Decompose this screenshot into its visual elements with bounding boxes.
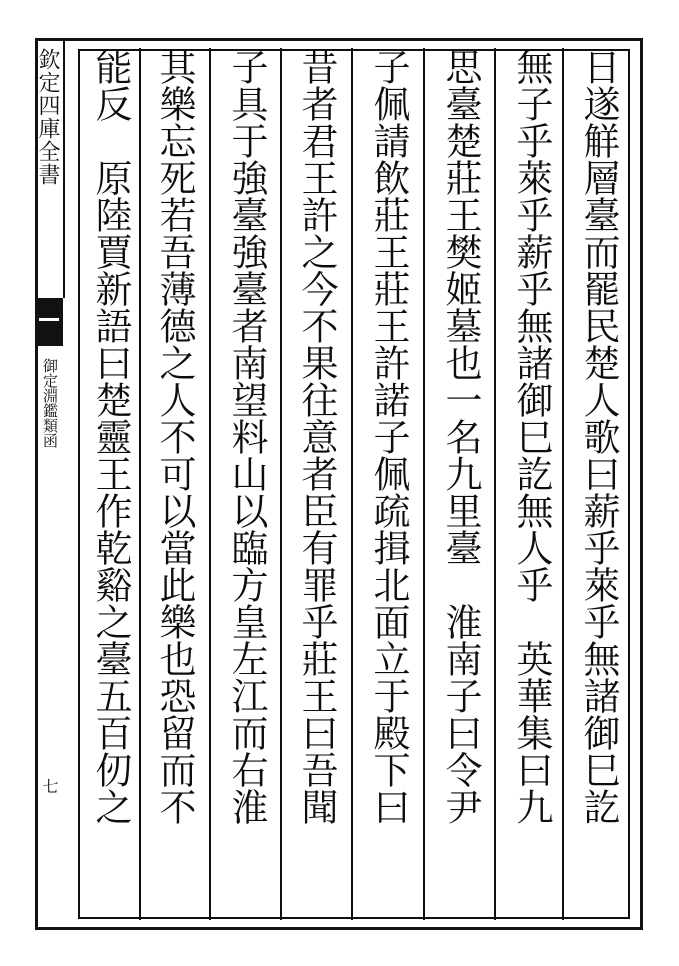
fish-tail-mark: [35, 298, 63, 346]
text-column-3: [432, 48, 484, 920]
column-rule: [280, 48, 282, 920]
column-text: 昔者君王許之今不果往意者臣有罪乎莊王曰吾聞: [295, 48, 338, 825]
page-number: 七: [40, 778, 59, 794]
column-rule: [351, 48, 353, 920]
column-text: 子佩請飲莊王莊王許諾子佩疏揖北面立于殿下曰: [367, 48, 410, 825]
text-column-8: [82, 48, 134, 920]
column-text: 無子乎萊乎薪乎無諸御巳訖無人乎 英華集曰九: [510, 48, 553, 825]
column-rule: [494, 48, 496, 920]
column-text: 思臺楚莊王樊姬墓也一名九里臺 淮南子曰令尹: [439, 48, 482, 825]
text-column-4: [360, 48, 412, 920]
text-column-6: [218, 48, 270, 920]
text-column-7: [146, 48, 198, 920]
column-text: 其樂忘死若吾薄德之人不可以當此樂也恐留而不: [153, 48, 196, 825]
column-rule: [139, 48, 141, 920]
column-text: 日遂觧層臺而罷民楚人歌曰薪乎萊乎無諸御巳訖: [577, 48, 620, 825]
text-column-2: [503, 48, 555, 920]
margin-strip: [35, 38, 78, 930]
margin-header-box: [35, 38, 65, 298]
column-text: 能反 原陸賈新語曰楚靈王作乾谿之臺五百仞之: [89, 48, 132, 825]
column-rule: [209, 48, 211, 920]
column-rule: [562, 48, 564, 920]
text-column-5: [288, 48, 340, 920]
column-text: 子具于強臺強臺者南望料山以臨方皇左江而右淮: [225, 48, 268, 825]
column-rule: [423, 48, 425, 920]
text-column-1: [570, 48, 622, 920]
book-title: 欽定四庫全書: [35, 48, 60, 186]
section-title: 御定淵鑑類函: [41, 358, 59, 448]
